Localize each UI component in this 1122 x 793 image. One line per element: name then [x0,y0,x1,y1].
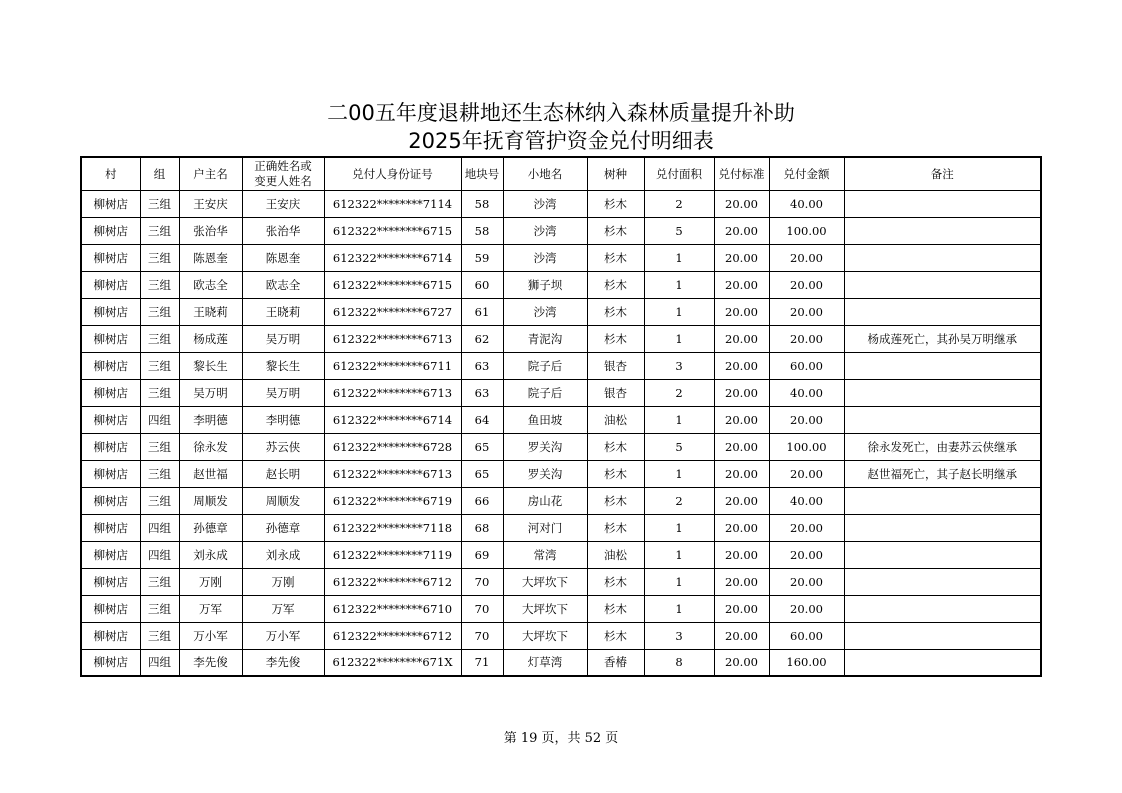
cell-amount: 20.00 [769,325,844,352]
cell-place: 沙湾 [503,190,587,217]
cell-remark [844,352,1041,379]
table-row [81,271,1041,298]
cell-place: 房山花 [503,487,587,514]
cell-standard: 20.00 [714,595,769,622]
cell-species: 杉木 [587,271,644,298]
header-remark: 备注 [844,157,1041,190]
cell-remark [844,190,1041,217]
cell-remark [844,541,1041,568]
table-row [81,325,1041,352]
cell-standard: 20.00 [714,217,769,244]
cell-confirmed-name: 孙德章 [242,514,324,541]
cell-place: 沙湾 [503,244,587,271]
cell-amount: 40.00 [769,190,844,217]
cell-group: 三组 [140,595,179,622]
cell-group: 三组 [140,460,179,487]
cell-id-number: 612322********7119 [324,541,461,568]
table-row [81,244,1041,271]
cell-confirmed-name: 万小军 [242,622,324,649]
cell-id-number: 612322********6711 [324,352,461,379]
cell-species: 银杏 [587,352,644,379]
cell-amount: 60.00 [769,622,844,649]
cell-confirmed-name: 周顺发 [242,487,324,514]
cell-village: 柳树店 [81,460,140,487]
cell-remark [844,649,1041,676]
cell-area: 8 [644,649,714,676]
cell-area: 1 [644,325,714,352]
cell-village: 柳树店 [81,433,140,460]
cell-amount: 20.00 [769,568,844,595]
cell-group: 三组 [140,271,179,298]
table-row [81,379,1041,406]
header-area: 兑付面积 [644,157,714,190]
cell-species: 香椿 [587,649,644,676]
cell-remark [844,379,1041,406]
cell-area: 1 [644,541,714,568]
header-standard: 兑付标准 [714,157,769,190]
cell-amount: 20.00 [769,244,844,271]
cell-owner: 陈恩奎 [179,244,242,271]
cell-owner: 徐永发 [179,433,242,460]
cell-remark [844,298,1041,325]
cell-plot-no: 70 [461,595,503,622]
header-confirmed-name [242,157,324,190]
cell-owner: 万军 [179,595,242,622]
cell-group: 三组 [140,568,179,595]
cell-group: 三组 [140,325,179,352]
cell-plot-no: 58 [461,217,503,244]
cell-id-number: 612322********6715 [324,271,461,298]
cell-amount: 20.00 [769,406,844,433]
cell-species: 银杏 [587,379,644,406]
header-confirmed-name-line1: 正确姓名或 [254,158,312,173]
cell-amount: 20.00 [769,460,844,487]
cell-village: 柳树店 [81,541,140,568]
cell-plot-no: 59 [461,244,503,271]
cell-confirmed-name: 万刚 [242,568,324,595]
page-number: 第 19 页，共 52 页 [503,731,619,746]
cell-area: 1 [644,298,714,325]
cell-area: 1 [644,595,714,622]
cell-owner: 王安庆 [179,190,242,217]
table-row [81,568,1041,595]
cell-standard: 20.00 [714,352,769,379]
cell-amount: 100.00 [769,433,844,460]
cell-remark [844,568,1041,595]
cell-place: 院子后 [503,352,587,379]
cell-place: 河对门 [503,514,587,541]
cell-standard: 20.00 [714,649,769,676]
header-plot-no: 地块号 [461,157,503,190]
cell-area: 1 [644,244,714,271]
cell-group: 三组 [140,190,179,217]
cell-owner: 李先俊 [179,649,242,676]
cell-amount: 20.00 [769,298,844,325]
cell-id-number: 612322********6714 [324,406,461,433]
cell-remark: 杨成莲死亡，其孙吴万明继承 [844,325,1041,352]
cell-standard: 20.00 [714,433,769,460]
cell-plot-no: 71 [461,649,503,676]
cell-village: 柳树店 [81,298,140,325]
cell-id-number: 612322********671X [324,649,461,676]
header-group: 组 [140,157,179,190]
cell-area: 3 [644,352,714,379]
cell-group: 三组 [140,217,179,244]
cell-id-number: 612322********6719 [324,487,461,514]
cell-owner: 欧志全 [179,271,242,298]
cell-remark [844,487,1041,514]
cell-species: 杉木 [587,298,644,325]
cell-plot-no: 65 [461,433,503,460]
cell-place: 灯草湾 [503,649,587,676]
cell-group: 三组 [140,244,179,271]
cell-species: 油松 [587,541,644,568]
cell-village: 柳树店 [81,217,140,244]
cell-confirmed-name: 苏云侠 [242,433,324,460]
document-title-line-2: 2025年抚育管护资金兑付明细表 [408,129,714,153]
cell-species: 杉木 [587,568,644,595]
cell-confirmed-name: 吴万明 [242,325,324,352]
cell-group: 三组 [140,622,179,649]
cell-plot-no: 68 [461,514,503,541]
cell-owner: 赵世福 [179,460,242,487]
header-species: 树种 [587,157,644,190]
table-row [81,595,1041,622]
cell-confirmed-name: 欧志全 [242,271,324,298]
document-title-line-1: 二00五年度退耕地还生态林纳入森林质量提升补助 [327,101,795,125]
cell-plot-no: 63 [461,379,503,406]
cell-village: 柳树店 [81,487,140,514]
cell-area: 1 [644,568,714,595]
cell-standard: 20.00 [714,190,769,217]
cell-confirmed-name: 赵长明 [242,460,324,487]
cell-confirmed-name: 陈恩奎 [242,244,324,271]
cell-group: 三组 [140,487,179,514]
cell-owner: 黎长生 [179,352,242,379]
cell-plot-no: 60 [461,271,503,298]
cell-group: 四组 [140,514,179,541]
cell-id-number: 612322********6728 [324,433,461,460]
cell-standard: 20.00 [714,325,769,352]
cell-area: 2 [644,190,714,217]
cell-remark [844,244,1041,271]
cell-id-number: 612322********7114 [324,190,461,217]
cell-area: 2 [644,379,714,406]
cell-id-number: 612322********6713 [324,379,461,406]
cell-standard: 20.00 [714,244,769,271]
cell-area: 1 [644,271,714,298]
cell-owner: 张治华 [179,217,242,244]
cell-species: 杉木 [587,595,644,622]
table-row [81,433,1041,460]
cell-amount: 20.00 [769,514,844,541]
cell-standard: 20.00 [714,379,769,406]
cell-group: 三组 [140,298,179,325]
cell-species: 油松 [587,406,644,433]
cell-amount: 60.00 [769,352,844,379]
cell-group: 三组 [140,433,179,460]
cell-confirmed-name: 李明德 [242,406,324,433]
cell-area: 1 [644,514,714,541]
cell-species: 杉木 [587,190,644,217]
table-body [81,190,1041,676]
cell-place: 院子后 [503,379,587,406]
cell-species: 杉木 [587,487,644,514]
cell-plot-no: 65 [461,460,503,487]
cell-id-number: 612322********6715 [324,217,461,244]
cell-village: 柳树店 [81,325,140,352]
cell-confirmed-name: 张治华 [242,217,324,244]
cell-area: 3 [644,622,714,649]
cell-amount: 40.00 [769,487,844,514]
cell-id-number: 612322********6712 [324,568,461,595]
cell-id-number: 612322********6713 [324,325,461,352]
cell-owner: 刘永成 [179,541,242,568]
cell-id-number: 612322********6727 [324,298,461,325]
cell-plot-no: 70 [461,568,503,595]
cell-village: 柳树店 [81,352,140,379]
cell-confirmed-name: 吴万明 [242,379,324,406]
cell-remark [844,514,1041,541]
cell-area: 1 [644,460,714,487]
cell-remark: 赵世福死亡，其子赵长明继承 [844,460,1041,487]
cell-plot-no: 66 [461,487,503,514]
cell-standard: 20.00 [714,514,769,541]
cell-remark [844,217,1041,244]
table-row [81,190,1041,217]
table-row [81,649,1041,676]
cell-village: 柳树店 [81,595,140,622]
header-place: 小地名 [503,157,587,190]
cell-species: 杉木 [587,325,644,352]
table-row [81,487,1041,514]
cell-village: 柳树店 [81,649,140,676]
cell-amount: 160.00 [769,649,844,676]
cell-amount: 20.00 [769,595,844,622]
cell-confirmed-name: 王安庆 [242,190,324,217]
cell-id-number: 612322********6713 [324,460,461,487]
table-row [81,352,1041,379]
cell-species: 杉木 [587,460,644,487]
cell-owner: 杨成莲 [179,325,242,352]
cell-place: 大坪坎下 [503,622,587,649]
cell-group: 四组 [140,541,179,568]
cell-id-number: 612322********6710 [324,595,461,622]
cell-remark [844,271,1041,298]
header-confirmed-name-line2: 变更人姓名 [254,173,312,188]
cell-confirmed-name: 万军 [242,595,324,622]
cell-confirmed-name: 王晓莉 [242,298,324,325]
cell-plot-no: 63 [461,352,503,379]
cell-area: 2 [644,487,714,514]
cell-id-number: 612322********6712 [324,622,461,649]
cell-owner: 吴万明 [179,379,242,406]
cell-place: 罗关沟 [503,433,587,460]
table-header-row [81,157,1041,190]
cell-plot-no: 69 [461,541,503,568]
cell-place: 沙湾 [503,217,587,244]
cell-standard: 20.00 [714,298,769,325]
cell-amount: 100.00 [769,217,844,244]
cell-village: 柳树店 [81,244,140,271]
cell-confirmed-name: 刘永成 [242,541,324,568]
header-id-number: 兑付人身份证号 [324,157,461,190]
cell-standard: 20.00 [714,460,769,487]
cell-plot-no: 64 [461,406,503,433]
cell-village: 柳树店 [81,514,140,541]
cell-species: 杉木 [587,244,644,271]
cell-remark [844,622,1041,649]
cell-group: 四组 [140,406,179,433]
cell-place: 沙湾 [503,298,587,325]
cell-remark [844,406,1041,433]
cell-amount: 40.00 [769,379,844,406]
cell-owner: 万刚 [179,568,242,595]
table-row [81,217,1041,244]
cell-remark [844,595,1041,622]
cell-place: 青泥沟 [503,325,587,352]
cell-place: 常湾 [503,541,587,568]
cell-id-number: 612322********7118 [324,514,461,541]
cell-id-number: 612322********6714 [324,244,461,271]
cell-owner: 王晓莉 [179,298,242,325]
header-amount: 兑付金额 [769,157,844,190]
cell-standard: 20.00 [714,487,769,514]
cell-area: 5 [644,433,714,460]
table-row [81,514,1041,541]
cell-village: 柳树店 [81,622,140,649]
cell-plot-no: 62 [461,325,503,352]
cell-place: 鱼田坡 [503,406,587,433]
cell-amount: 20.00 [769,271,844,298]
cell-standard: 20.00 [714,541,769,568]
table-row [81,622,1041,649]
cell-area: 1 [644,406,714,433]
header-owner: 户主名 [179,157,242,190]
cell-place: 大坪坎下 [503,568,587,595]
cell-owner: 周顺发 [179,487,242,514]
cell-plot-no: 58 [461,190,503,217]
cell-plot-no: 70 [461,622,503,649]
cell-group: 三组 [140,379,179,406]
table-row [81,460,1041,487]
cell-species: 杉木 [587,217,644,244]
cell-species: 杉木 [587,433,644,460]
table-row [81,406,1041,433]
cell-amount: 20.00 [769,541,844,568]
table-row [81,298,1041,325]
cell-remark: 徐永发死亡，由妻苏云侠继承 [844,433,1041,460]
cell-standard: 20.00 [714,271,769,298]
cell-group: 四组 [140,649,179,676]
cell-plot-no: 61 [461,298,503,325]
cell-place: 大坪坎下 [503,595,587,622]
cell-village: 柳树店 [81,271,140,298]
cell-owner: 孙德章 [179,514,242,541]
payment-details-table [80,156,1042,677]
cell-area: 5 [644,217,714,244]
cell-owner: 万小军 [179,622,242,649]
cell-confirmed-name: 黎长生 [242,352,324,379]
table-row [81,541,1041,568]
cell-village: 柳树店 [81,568,140,595]
cell-species: 杉木 [587,622,644,649]
cell-owner: 李明德 [179,406,242,433]
cell-species: 杉木 [587,514,644,541]
cell-place: 狮子坝 [503,271,587,298]
cell-standard: 20.00 [714,622,769,649]
cell-group: 三组 [140,352,179,379]
cell-village: 柳树店 [81,379,140,406]
cell-village: 柳树店 [81,406,140,433]
cell-confirmed-name: 李先俊 [242,649,324,676]
header-village: 村 [81,157,140,190]
cell-standard: 20.00 [714,568,769,595]
cell-place: 罗关沟 [503,460,587,487]
cell-village: 柳树店 [81,190,140,217]
cell-standard: 20.00 [714,406,769,433]
